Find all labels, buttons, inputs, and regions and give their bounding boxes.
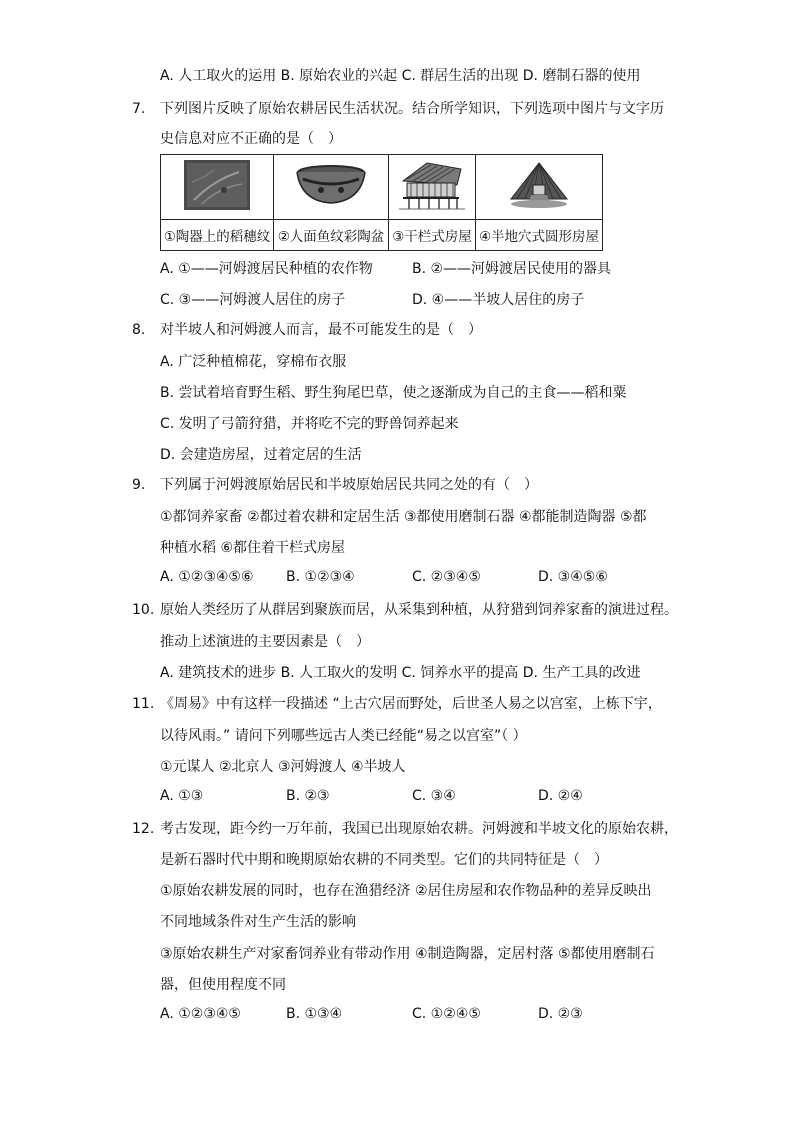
q12-stem-line2: 是新石器时代中期和晚期原始农耕的不同类型。它们的共同特征是（ ）	[160, 852, 608, 868]
q11-stem-line1: 《周易》中有这样一段描述 “上古穴居而野处，后世圣人易之以宫室，上栋下宇，	[160, 696, 662, 712]
q10-stem-line2: 推动上述演进的主要因素是（ ）	[160, 634, 370, 650]
q11-items: ①元谋人 ②北京人 ③河姆渡人 ④半坡人	[160, 759, 406, 775]
q11-stem-line2: 以待风雨。” 请问下列哪些远古人类已经能“易之以宫室”（ ）	[160, 728, 527, 744]
round-semi-pit-house-image	[476, 155, 603, 220]
q6-options: A. 人工取火的运用 B. 原始农业的兴起 C. 群居生活的出现 D. 磨制石器的使用	[160, 68, 641, 84]
fish-face-basin-image	[274, 155, 389, 220]
q8-option-b: B. 尝试着培育野生稻、野生狗尾巴草，使之逐渐成为自己的主食——稻和粟	[160, 385, 627, 401]
caption-1: ①陶器上的稻穗纹	[161, 220, 274, 251]
q9-option-a: A. ①②③④⑤⑥	[160, 569, 254, 585]
q12-option-b: B. ①③④	[286, 1006, 343, 1022]
q11-option-c: C. ③④	[412, 788, 456, 804]
q11-option-a: A. ①③	[160, 788, 204, 804]
q7-stem-line1: 下列图片反映了原始农耕居民生活状况。结合所学知识，下列选项中图片与文字历	[160, 101, 664, 117]
q9-items-line1: ①都饲养家畜 ②都过着农耕和定居生活 ③都使用磨制石器 ④都能制造陶器 ⑤都	[160, 509, 647, 525]
q12-number: 12.	[132, 821, 155, 837]
q12-option-a: A. ①②③④⑤	[160, 1006, 241, 1022]
q9-option-d: D. ③④⑤⑥	[538, 569, 608, 585]
q12-item1-line2: 不同地域条件对生产生活的影响	[160, 914, 356, 930]
q7-option-d: D. ④——半坡人居住的房子	[412, 292, 585, 308]
q9-option-b: B. ①②③④	[286, 569, 355, 585]
caption-3: ③干栏式房屋	[389, 220, 476, 251]
q12-item1-line1: ①原始农耕发展的同时，也存在渔猎经济 ②居住房屋和农作物品种的差异反映出	[160, 883, 652, 899]
q12-stem-line1: 考古发现，距今约一万年前，我国已出现原始农耕。河姆渡和半坡文化的原始农耕，	[160, 821, 678, 837]
q12-option-d: D. ②③	[538, 1006, 583, 1022]
q7-option-a: A. ①——河姆渡居民种植的农作物	[160, 261, 373, 277]
q9-stem: 下列属于河姆渡原始居民和半坡原始居民共同之处的有（ ）	[160, 477, 538, 493]
q8-option-a: A. 广泛种植棉花，穿棉布衣服	[160, 354, 347, 370]
q10-number: 10.	[132, 602, 155, 618]
q9-number: 9.	[132, 477, 146, 493]
q11-number: 11.	[132, 696, 155, 712]
q10-options: A. 建筑技术的进步 B. 人工取火的发明 C. 饲养水平的提高 D. 生产工具的改进	[160, 665, 641, 681]
q8-number: 8.	[132, 322, 146, 338]
q12-item2-line2: 器，但使用程度不同	[160, 977, 286, 993]
caption-4: ④半地穴式圆形房屋	[476, 220, 603, 251]
rice-pattern-pottery-image	[161, 155, 274, 220]
caption-2: ②人面鱼纹彩陶盆	[274, 220, 389, 251]
q8-option-c: C. 发明了弓箭狩猎，并将吃不完的野兽饲养起来	[160, 416, 459, 432]
q9-items-line2: 种植水稻 ⑥都住着干栏式房屋	[160, 540, 346, 556]
q11-option-b: B. ②③	[286, 788, 330, 804]
q7-option-b: B. ②——河姆渡居民使用的器具	[412, 261, 612, 277]
q7-number: 7.	[132, 101, 146, 117]
q12-item2-line1: ③原始农耕生产对家畜饲养业有带动作用 ④制造陶器，定居村落 ⑤都使用磨制石	[160, 946, 655, 962]
q8-option-d: D. 会建造房屋，过着定居的生活	[160, 447, 362, 463]
q7-picture-table	[160, 154, 603, 251]
q8-stem: 对半坡人和河姆渡人而言，最不可能发生的是（ ）	[160, 322, 482, 338]
q9-option-c: C. ②③④⑤	[412, 569, 481, 585]
q7-option-c: C. ③——河姆渡人居住的房子	[160, 292, 346, 308]
q12-option-c: C. ①②④⑤	[412, 1006, 481, 1022]
stilt-house-image	[389, 155, 476, 220]
q10-stem-line1: 原始人类经历了从群居到聚族而居，从采集到种植，从狩猎到饲养家畜的演进过程。	[160, 602, 678, 618]
q7-stem-line2: 史信息对应不正确的是（ ）	[160, 131, 342, 147]
q11-option-d: D. ②④	[538, 788, 583, 804]
